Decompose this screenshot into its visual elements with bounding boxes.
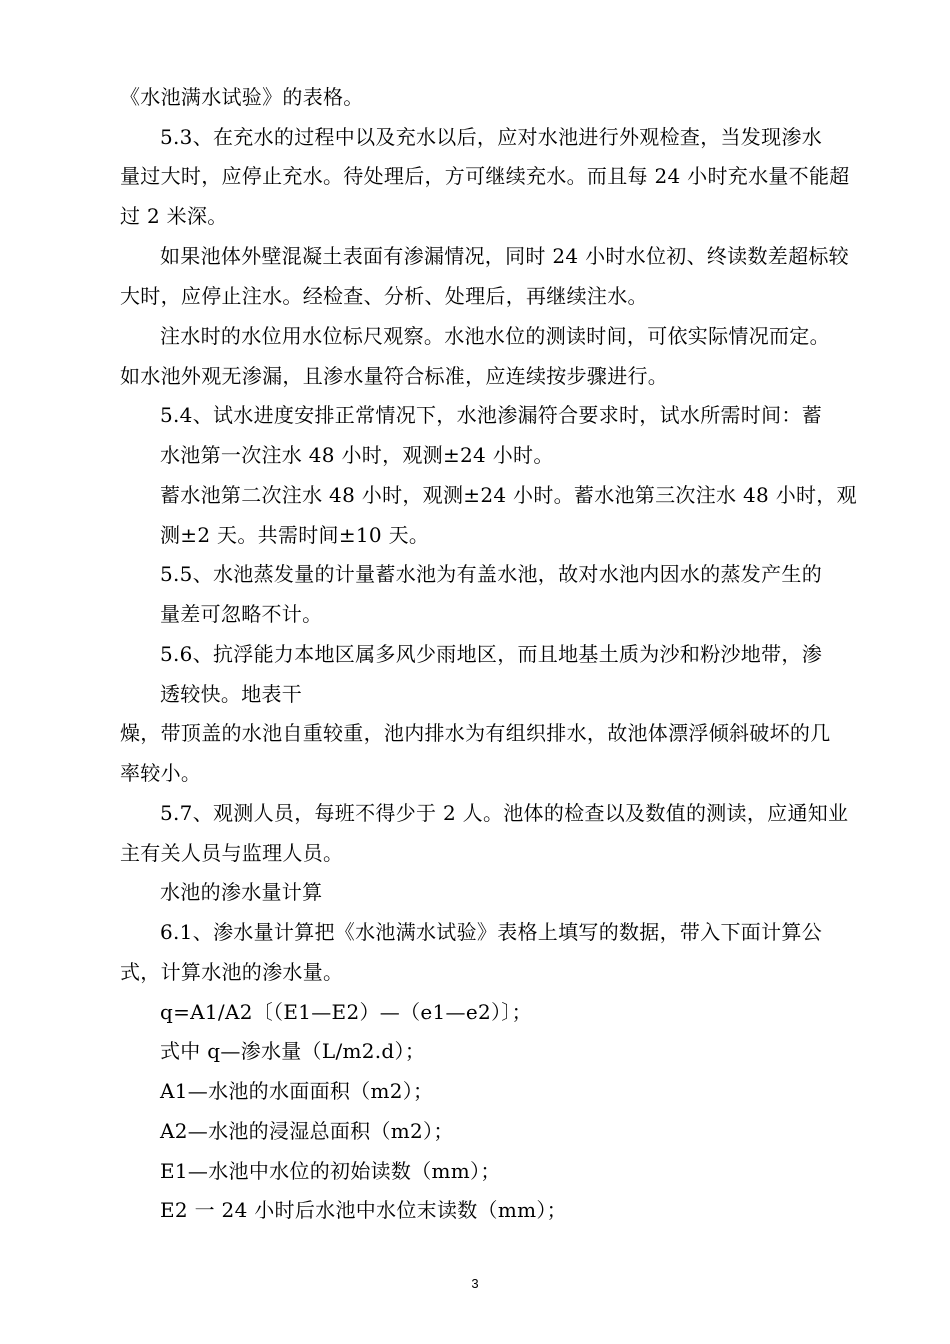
text-line: 《水池满水试验》的表格。 [120,85,364,109]
text-line: A1—水池的水面面积（m2）； [160,1079,434,1103]
text-line: 如水池外观无渗漏，且渗水量符合标准，应连续按步骤进行。 [120,364,669,388]
text-line: E2 一 24 小时后水池中水位末读数（mm）； [160,1198,567,1222]
text-line: 率较小。 [120,761,202,785]
text-line: 5.7、观测人员，每班不得少于 2 人。池体的检查以及数值的测读，应通知业 [160,801,849,825]
text-line: 蓄水池第二次注水 48 小时，观测±24 小时。蓄水池第三次注水 48 小时，观 [160,483,857,507]
page-number: 3 [471,1276,479,1291]
text-line: A2—水池的浸湿总面积（m2）； [160,1119,454,1143]
text-line: 大时，应停止注水。经检查、分析、处理后，再继续注水。 [120,284,648,308]
text-line: 5.3、在充水的过程中以及充水以后，应对水池进行外观检查，当发现渗水 [160,125,823,149]
text-line: 如果池体外壁混凝土表面有渗漏情况，同时 24 小时水位初、终读数差超标较 [160,244,849,268]
text-line: 注水时的水位用水位标尺观察。水池水位的测读时间，可依实际情况而定。 [160,324,830,348]
text-line: E1—水池中水位的初始读数（mm）； [160,1159,501,1183]
text-line: 主有关人员与监理人员。 [120,841,344,865]
text-line: 量差可忽略不计。 [160,602,323,626]
text-line: 水池第一次注水 48 小时，观测±24 小时。 [160,443,554,467]
text-line: 测±2 天。共需时间±10 天。 [160,523,430,547]
text-line: 水池的渗水量计算 [160,880,323,904]
text-line: 5.6、抗浮能力本地区属多风少雨地区，而且地基土质为沙和粉沙地带，渗 [160,642,823,666]
formula-line: q=A1/A2〔（E1—E2）—（e1—e2）〕； [160,1000,532,1024]
text-line: 式中 q—渗水量（L/m2.d）； [160,1039,426,1063]
text-line: 5.5、水池蒸发量的计量蓄水池为有盖水池，故对水池内因水的蒸发产生的 [160,562,823,586]
text-line: 过 2 米深。 [120,204,228,228]
text-line: 量过大时，应停止充水。待处理后，方可继续充水。而且每 24 小时充水量不能超 [120,164,850,188]
text-line: 6.1、渗水量计算把《水池满水试验》表格上填写的数据，带入下面计算公 [160,920,823,944]
text-line: 5.4、试水进度安排正常情况下，水池渗漏符合要求时，试水所需时间：蓄 [160,403,823,427]
text-line: 式，计算水池的渗水量。 [120,960,344,984]
text-line: 燥，带顶盖的水池自重较重，池内排水为有组织排水，故池体漂浮倾斜破坏的几 [120,721,831,745]
text-line: 透较快。地表干 [160,682,303,706]
